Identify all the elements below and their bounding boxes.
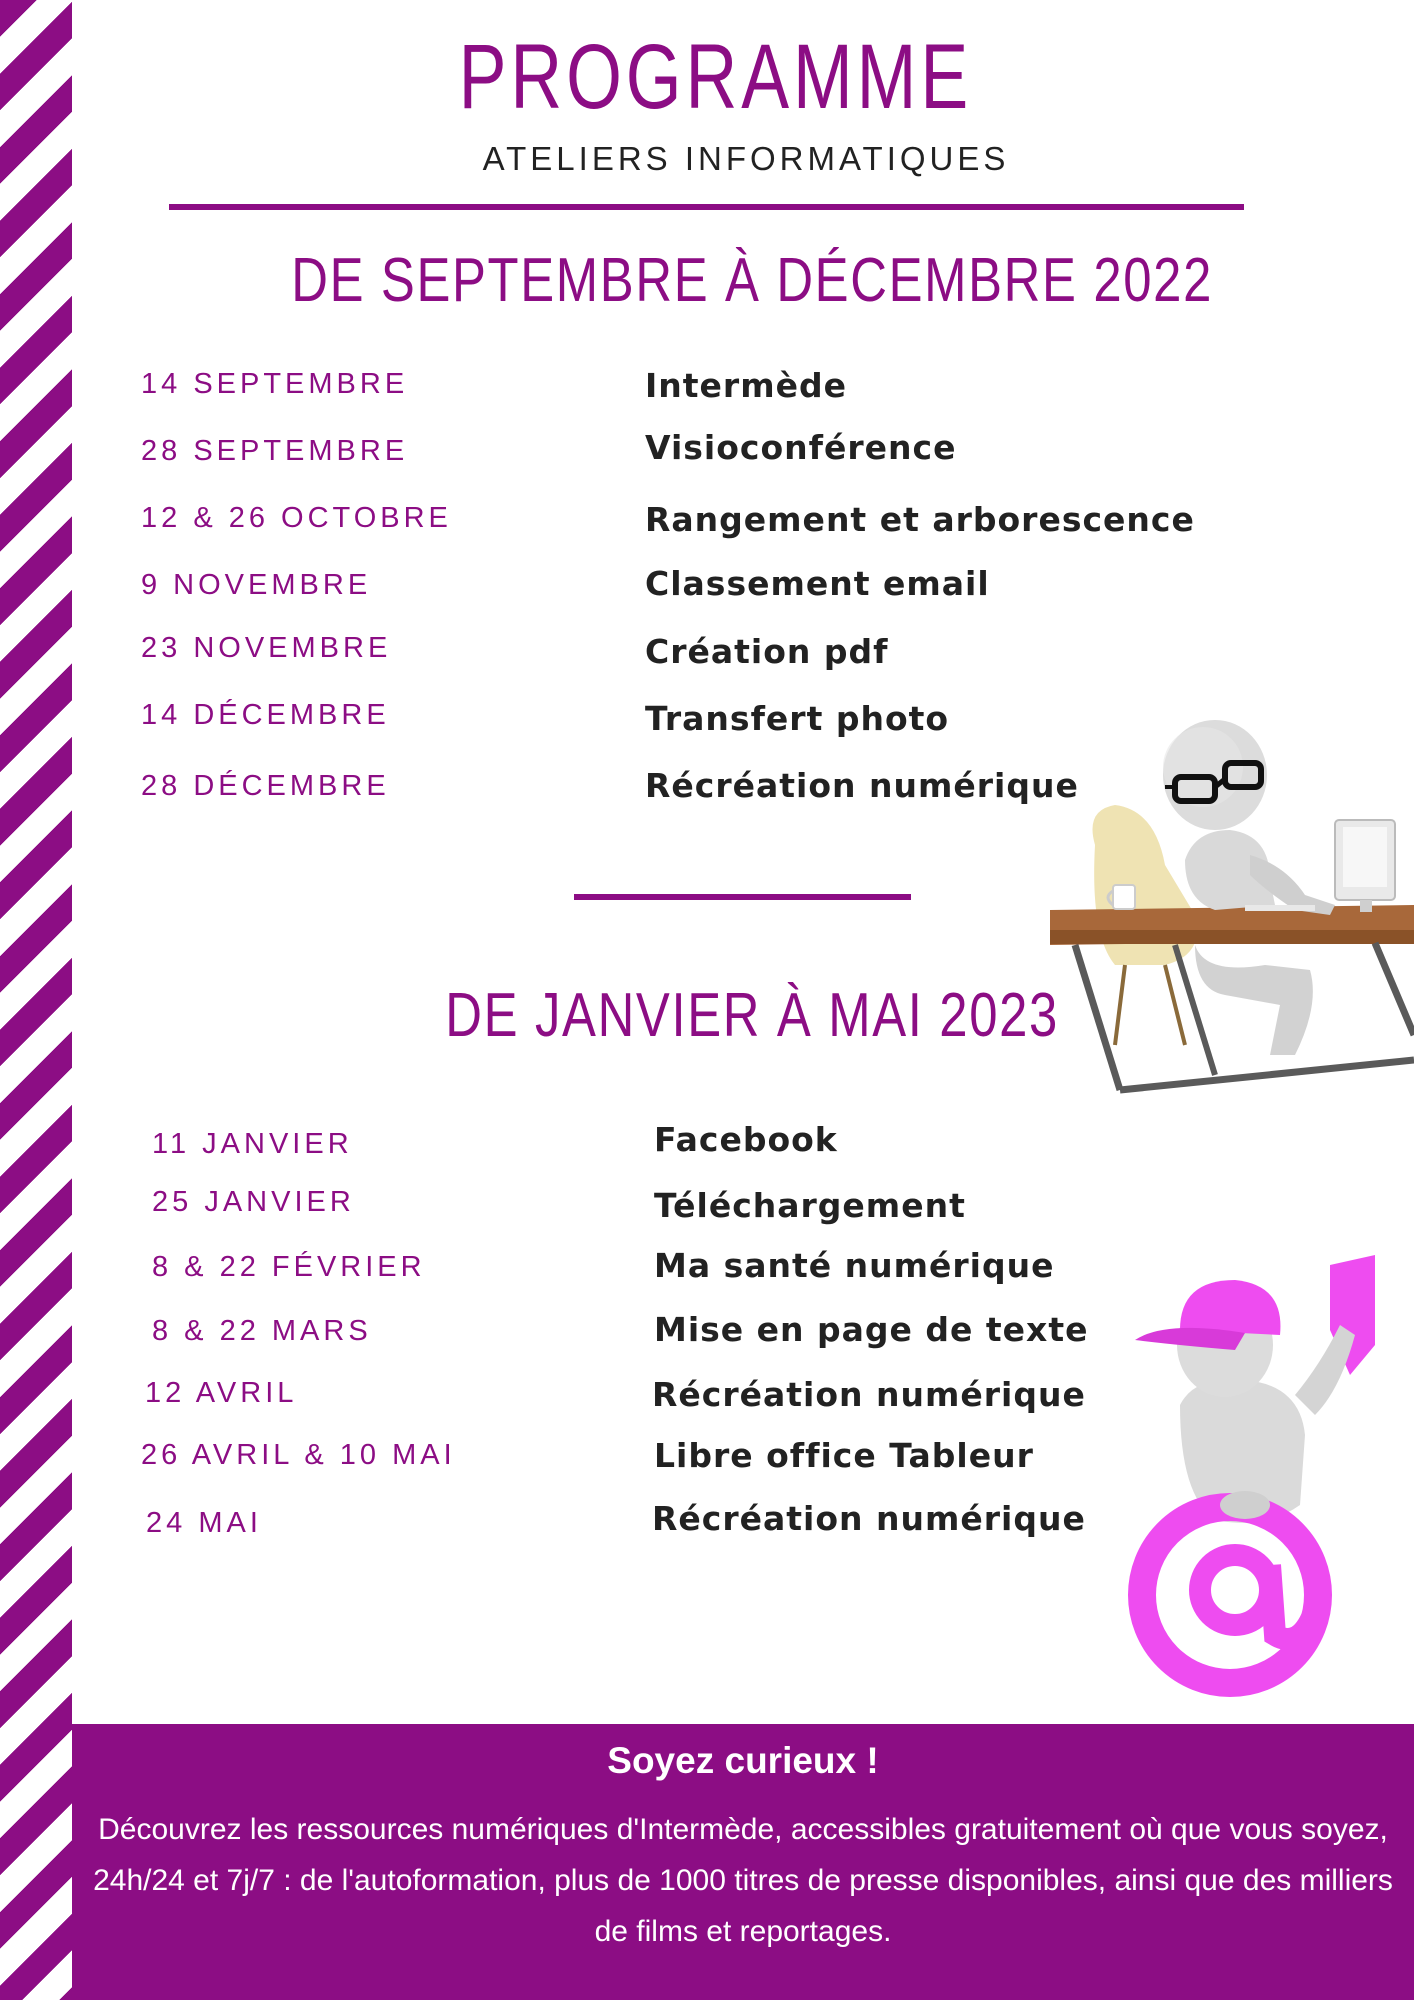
- footer-text: Découvrez les ressources numériques d'Intermède, accessibles gratuitement où que vous soyez, 24h/24 et 7j/7 : de l'autoformation, plus de 1000 titres de presse disponibles, ainsi que des milliers de films et reportages.: [93, 1813, 1393, 1948]
- footer-title: Soyez curieux !: [607, 1740, 879, 1781]
- schedule-row: [0, 368, 1414, 412]
- session-topic: Récréation numérique: [645, 766, 1079, 805]
- session-topic: Visioconférence: [645, 428, 957, 467]
- session-topic: Création pdf: [645, 632, 889, 671]
- session-date: 14 SEPTEMBRE: [141, 368, 409, 400]
- schedule-row: [0, 564, 1414, 613]
- session-topic: Transfert photo: [645, 699, 950, 738]
- session-topic: Récréation numérique: [652, 1499, 1086, 1538]
- figure-with-at-symbol-illustration: [1125, 1255, 1375, 1705]
- section-divider: [574, 894, 911, 900]
- section-title-2022: DE SEPTEMBRE À DÉCEMBRE 2022: [291, 246, 1213, 315]
- session-date: 24 MAI: [146, 1507, 262, 1539]
- session-date: 12 & 26 OCTOBRE: [141, 502, 452, 534]
- session-topic: Téléchargement: [654, 1186, 966, 1225]
- session-date: 28 SEPTEMBRE: [141, 435, 409, 467]
- session-topic: Classement email: [645, 564, 990, 603]
- schedule-row: [0, 632, 1414, 676]
- session-topic: Mise en page de texte: [654, 1310, 1089, 1349]
- footer-banner: [72, 1724, 1414, 2000]
- session-topic: Libre office Tableur: [654, 1436, 1034, 1475]
- session-date: 11 JANVIER: [152, 1128, 353, 1160]
- schedule-row: [0, 428, 1414, 479]
- figure-at-desk-computer-illustration: [1045, 715, 1414, 1105]
- decorative-stripe-border: [0, 0, 72, 2000]
- session-date: 8 & 22 FÉVRIER: [152, 1251, 426, 1283]
- session-date: 8 & 22 MARS: [152, 1315, 372, 1347]
- page-subtitle: ATELIERS INFORMATIQUES: [482, 140, 1010, 177]
- session-topic: Rangement et arborescence: [645, 500, 1195, 539]
- session-date: 9 NOVEMBRE: [141, 569, 372, 601]
- session-date: 14 DÉCEMBRE: [141, 699, 390, 731]
- schedule-row: [0, 1186, 1414, 1230]
- session-date: 25 JANVIER: [152, 1186, 355, 1218]
- session-date: 28 DÉCEMBRE: [141, 770, 390, 802]
- session-topic: Intermède: [645, 366, 847, 405]
- session-topic: Ma santé numérique: [654, 1246, 1055, 1285]
- schedule-row: [0, 502, 1414, 546]
- session-date: 23 NOVEMBRE: [141, 632, 392, 664]
- session-topic: Récréation numérique: [652, 1375, 1086, 1414]
- session-date: 12 AVRIL: [145, 1377, 298, 1409]
- schedule-row: [0, 1120, 1414, 1172]
- session-date: 26 AVRIL & 10 MAI: [141, 1439, 456, 1471]
- page-title: PROGRAMME: [458, 26, 973, 128]
- section-title-2023: DE JANVIER À MAI 2023: [445, 981, 1059, 1050]
- session-topic: Facebook: [654, 1120, 838, 1159]
- title-divider: [169, 204, 1244, 210]
